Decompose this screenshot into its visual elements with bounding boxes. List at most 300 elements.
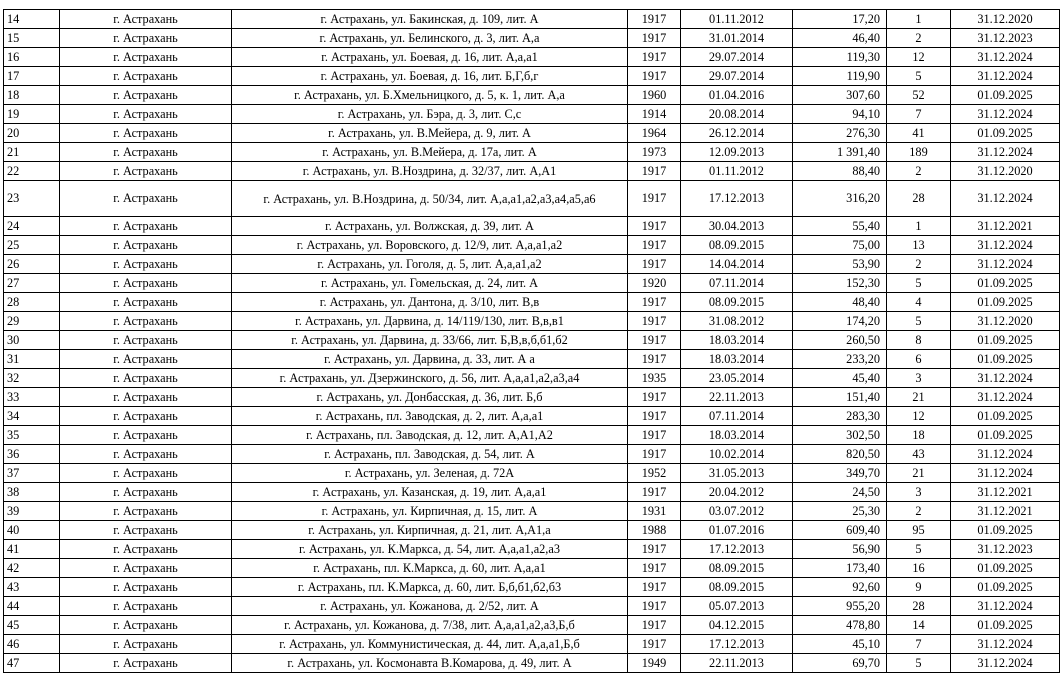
residents-count-cell: 41 [887, 124, 951, 143]
table-row [4, 369, 1060, 388]
area-cell: 233,20 [793, 350, 887, 369]
build-year-cell: 1917 [628, 597, 681, 616]
date-cell: 17.12.2013 [681, 635, 793, 654]
row-number-cell: 44 [4, 597, 60, 616]
address-cell: г. Астрахань, ул. Зеленая, д. 72А [232, 464, 628, 483]
table-row [4, 597, 1060, 616]
build-year-cell: 1917 [628, 483, 681, 502]
area-cell: 119,30 [793, 48, 887, 67]
build-year-cell: 1917 [628, 559, 681, 578]
residents-count-cell: 12 [887, 48, 951, 67]
build-year-cell: 1917 [628, 635, 681, 654]
date-cell: 12.09.2013 [681, 143, 793, 162]
city-cell: г. Астрахань [60, 502, 232, 521]
city-cell: г. Астрахань [60, 274, 232, 293]
deadline-cell: 31.12.2020 [951, 162, 1060, 181]
table-row [4, 350, 1060, 369]
address-cell: г. Астрахань, ул. Боевая, д. 16, лит. А,а,а1 [232, 48, 628, 67]
city-cell: г. Астрахань [60, 105, 232, 124]
area-cell: 151,40 [793, 388, 887, 407]
date-cell: 30.04.2013 [681, 217, 793, 236]
build-year-cell: 1917 [628, 293, 681, 312]
date-cell: 18.03.2014 [681, 331, 793, 350]
table-row [4, 86, 1060, 105]
row-number-cell: 34 [4, 407, 60, 426]
address-cell: г. Астрахань, пл. К.Маркса, д. 60, лит. А,а,а1 [232, 559, 628, 578]
address-cell: г. Астрахань, ул. В.Ноздрина, д. 50/34, лит. А,а,а1,а2,а3,а4,а5,а6 [232, 181, 628, 217]
table-row [4, 143, 1060, 162]
area-cell: 92,60 [793, 578, 887, 597]
build-year-cell: 1964 [628, 124, 681, 143]
deadline-cell: 01.09.2025 [951, 293, 1060, 312]
date-cell: 22.11.2013 [681, 388, 793, 407]
city-cell: г. Астрахань [60, 162, 232, 181]
date-cell: 31.05.2013 [681, 464, 793, 483]
build-year-cell: 1952 [628, 464, 681, 483]
area-cell: 55,40 [793, 217, 887, 236]
date-cell: 08.09.2015 [681, 293, 793, 312]
address-cell: г. Астрахань, ул. Дантона, д. 3/10, лит. В,в [232, 293, 628, 312]
city-cell: г. Астрахань [60, 407, 232, 426]
residents-count-cell: 28 [887, 181, 951, 217]
address-cell: г. Астрахань, ул. Кирпичная, д. 15, лит. А [232, 502, 628, 521]
deadline-cell: 31.12.2021 [951, 217, 1060, 236]
address-cell: г. Астрахань, пл. К.Маркса, д. 60, лит. Б,б,б1,б2,б3 [232, 578, 628, 597]
area-cell: 17,20 [793, 10, 887, 29]
table-row [4, 312, 1060, 331]
city-cell: г. Астрахань [60, 635, 232, 654]
residents-count-cell: 14 [887, 616, 951, 635]
table-row [4, 181, 1060, 217]
address-cell: г. Астрахань, ул. Волжская, д. 39, лит. А [232, 217, 628, 236]
area-cell: 307,60 [793, 86, 887, 105]
row-number-cell: 39 [4, 502, 60, 521]
deadline-cell: 01.09.2025 [951, 274, 1060, 293]
date-cell: 26.12.2014 [681, 124, 793, 143]
row-number-cell: 45 [4, 616, 60, 635]
residents-count-cell: 2 [887, 502, 951, 521]
city-cell: г. Астрахань [60, 464, 232, 483]
row-number-cell: 36 [4, 445, 60, 464]
residents-count-cell: 5 [887, 654, 951, 673]
address-cell: г. Астрахань, ул. Кожанова, д. 2/52, лит. А [232, 597, 628, 616]
date-cell: 18.03.2014 [681, 350, 793, 369]
build-year-cell: 1917 [628, 312, 681, 331]
residents-count-cell: 52 [887, 86, 951, 105]
deadline-cell: 31.12.2024 [951, 255, 1060, 274]
build-year-cell: 1917 [628, 426, 681, 445]
residents-count-cell: 6 [887, 350, 951, 369]
table-row [4, 407, 1060, 426]
date-cell: 14.04.2014 [681, 255, 793, 274]
date-cell: 29.07.2014 [681, 48, 793, 67]
row-number-cell: 29 [4, 312, 60, 331]
area-cell: 48,40 [793, 293, 887, 312]
area-cell: 276,30 [793, 124, 887, 143]
residents-count-cell: 8 [887, 331, 951, 350]
build-year-cell: 1917 [628, 10, 681, 29]
area-cell: 283,30 [793, 407, 887, 426]
area-cell: 45,40 [793, 369, 887, 388]
build-year-cell: 1935 [628, 369, 681, 388]
deadline-cell: 01.09.2025 [951, 350, 1060, 369]
table-row [4, 483, 1060, 502]
area-cell: 45,10 [793, 635, 887, 654]
row-number-cell: 15 [4, 29, 60, 48]
row-number-cell: 22 [4, 162, 60, 181]
build-year-cell: 1917 [628, 445, 681, 464]
address-cell: г. Астрахань, ул. Боевая, д. 16, лит. Б,Г,б,г [232, 67, 628, 86]
residents-count-cell: 5 [887, 312, 951, 331]
row-number-cell: 14 [4, 10, 60, 29]
table-row [4, 124, 1060, 143]
address-cell: г. Астрахань, ул. Донбасская, д. 36, лит. Б,б [232, 388, 628, 407]
table-row [4, 10, 1060, 29]
city-cell: г. Астрахань [60, 29, 232, 48]
deadline-cell: 31.12.2020 [951, 312, 1060, 331]
deadline-cell: 31.12.2024 [951, 143, 1060, 162]
housing-table [3, 9, 1060, 673]
residents-count-cell: 95 [887, 521, 951, 540]
residents-count-cell: 7 [887, 635, 951, 654]
deadline-cell: 31.12.2024 [951, 67, 1060, 86]
date-cell: 01.04.2016 [681, 86, 793, 105]
city-cell: г. Астрахань [60, 86, 232, 105]
residents-count-cell: 4 [887, 293, 951, 312]
date-cell: 07.11.2014 [681, 407, 793, 426]
date-cell: 04.12.2015 [681, 616, 793, 635]
build-year-cell: 1914 [628, 105, 681, 124]
row-number-cell: 46 [4, 635, 60, 654]
area-cell: 820,50 [793, 445, 887, 464]
address-cell: г. Астрахань, ул. Дарвина, д. 33, лит. А а [232, 350, 628, 369]
table-row [4, 255, 1060, 274]
residents-count-cell: 21 [887, 464, 951, 483]
table-row [4, 48, 1060, 67]
address-cell: г. Астрахань, ул. Коммунистическая, д. 44, лит. А,а,а1,Б,б [232, 635, 628, 654]
city-cell: г. Астрахань [60, 654, 232, 673]
deadline-cell: 01.09.2025 [951, 86, 1060, 105]
row-number-cell: 17 [4, 67, 60, 86]
deadline-cell: 31.12.2021 [951, 483, 1060, 502]
residents-count-cell: 43 [887, 445, 951, 464]
address-cell: г. Астрахань, ул. Гоголя, д. 5, лит. А,а,а1,а2 [232, 255, 628, 274]
row-number-cell: 27 [4, 274, 60, 293]
city-cell: г. Астрахань [60, 350, 232, 369]
residents-count-cell: 1 [887, 217, 951, 236]
address-cell: г. Астрахань, ул. Казанская, д. 19, лит. А,а,а1 [232, 483, 628, 502]
date-cell: 31.08.2012 [681, 312, 793, 331]
residents-count-cell: 2 [887, 255, 951, 274]
city-cell: г. Астрахань [60, 597, 232, 616]
area-cell: 349,70 [793, 464, 887, 483]
area-cell: 174,20 [793, 312, 887, 331]
area-cell: 609,40 [793, 521, 887, 540]
address-cell: г. Астрахань, пл. Заводская, д. 2, лит. А,а,а1 [232, 407, 628, 426]
area-cell: 478,80 [793, 616, 887, 635]
city-cell: г. Астрахань [60, 426, 232, 445]
date-cell: 01.07.2016 [681, 521, 793, 540]
table-row [4, 29, 1060, 48]
build-year-cell: 1917 [628, 236, 681, 255]
date-cell: 08.09.2015 [681, 578, 793, 597]
date-cell: 10.02.2014 [681, 445, 793, 464]
area-cell: 152,30 [793, 274, 887, 293]
table-row [4, 502, 1060, 521]
build-year-cell: 1917 [628, 388, 681, 407]
build-year-cell: 1917 [628, 350, 681, 369]
table-row [4, 236, 1060, 255]
address-cell: г. Астрахань, ул. В.Мейера, д. 9, лит. А [232, 124, 628, 143]
row-number-cell: 47 [4, 654, 60, 673]
table-row [4, 635, 1060, 654]
residents-count-cell: 3 [887, 369, 951, 388]
deadline-cell: 01.09.2025 [951, 521, 1060, 540]
deadline-cell: 31.12.2024 [951, 369, 1060, 388]
date-cell: 07.11.2014 [681, 274, 793, 293]
city-cell: г. Астрахань [60, 181, 232, 217]
residents-count-cell: 2 [887, 162, 951, 181]
build-year-cell: 1917 [628, 578, 681, 597]
residents-count-cell: 28 [887, 597, 951, 616]
table-body [4, 10, 1060, 673]
build-year-cell: 1917 [628, 217, 681, 236]
city-cell: г. Астрахань [60, 616, 232, 635]
date-cell: 20.04.2012 [681, 483, 793, 502]
build-year-cell: 1917 [628, 540, 681, 559]
city-cell: г. Астрахань [60, 67, 232, 86]
deadline-cell: 31.12.2020 [951, 10, 1060, 29]
city-cell: г. Астрахань [60, 10, 232, 29]
row-number-cell: 42 [4, 559, 60, 578]
address-cell: г. Астрахань, ул. В.Ноздрина, д. 32/37, лит. А,А1 [232, 162, 628, 181]
city-cell: г. Астрахань [60, 521, 232, 540]
city-cell: г. Астрахань [60, 483, 232, 502]
area-cell: 1 391,40 [793, 143, 887, 162]
row-number-cell: 35 [4, 426, 60, 445]
city-cell: г. Астрахань [60, 388, 232, 407]
row-number-cell: 28 [4, 293, 60, 312]
row-number-cell: 19 [4, 105, 60, 124]
build-year-cell: 1917 [628, 48, 681, 67]
deadline-cell: 31.12.2024 [951, 388, 1060, 407]
area-cell: 69,70 [793, 654, 887, 673]
date-cell: 29.07.2014 [681, 67, 793, 86]
deadline-cell: 31.12.2024 [951, 181, 1060, 217]
build-year-cell: 1917 [628, 67, 681, 86]
row-number-cell: 21 [4, 143, 60, 162]
deadline-cell: 01.09.2025 [951, 578, 1060, 597]
date-cell: 01.11.2012 [681, 162, 793, 181]
deadline-cell: 31.12.2024 [951, 464, 1060, 483]
area-cell: 302,50 [793, 426, 887, 445]
deadline-cell: 01.09.2025 [951, 331, 1060, 350]
table-row [4, 217, 1060, 236]
deadline-cell: 31.12.2024 [951, 48, 1060, 67]
table-row [4, 293, 1060, 312]
address-cell: г. Астрахань, пл. Заводская, д. 12, лит. А,А1,А2 [232, 426, 628, 445]
residents-count-cell: 18 [887, 426, 951, 445]
city-cell: г. Астрахань [60, 331, 232, 350]
city-cell: г. Астрахань [60, 293, 232, 312]
address-cell: г. Астрахань, ул. Бакинская, д. 109, лит. А [232, 10, 628, 29]
date-cell: 22.11.2013 [681, 654, 793, 673]
build-year-cell: 1973 [628, 143, 681, 162]
residents-count-cell: 12 [887, 407, 951, 426]
city-cell: г. Астрахань [60, 312, 232, 331]
date-cell: 17.12.2013 [681, 540, 793, 559]
address-cell: г. Астрахань, ул. В.Мейера, д. 17а, лит. А [232, 143, 628, 162]
deadline-cell: 01.09.2025 [951, 616, 1060, 635]
build-year-cell: 1917 [628, 162, 681, 181]
table-row [4, 559, 1060, 578]
build-year-cell: 1917 [628, 331, 681, 350]
area-cell: 316,20 [793, 181, 887, 217]
area-cell: 119,90 [793, 67, 887, 86]
date-cell: 23.05.2014 [681, 369, 793, 388]
deadline-cell: 31.12.2024 [951, 635, 1060, 654]
residents-count-cell: 2 [887, 29, 951, 48]
area-cell: 955,20 [793, 597, 887, 616]
build-year-cell: 1917 [628, 616, 681, 635]
area-cell: 260,50 [793, 331, 887, 350]
deadline-cell: 31.12.2023 [951, 540, 1060, 559]
address-cell: г. Астрахань, пл. Заводская, д. 54, лит. А [232, 445, 628, 464]
city-cell: г. Астрахань [60, 255, 232, 274]
residents-count-cell: 16 [887, 559, 951, 578]
city-cell: г. Астрахань [60, 559, 232, 578]
build-year-cell: 1931 [628, 502, 681, 521]
date-cell: 08.09.2015 [681, 559, 793, 578]
city-cell: г. Астрахань [60, 217, 232, 236]
row-number-cell: 40 [4, 521, 60, 540]
city-cell: г. Астрахань [60, 445, 232, 464]
table-row [4, 162, 1060, 181]
address-cell: г. Астрахань, ул. Дзержинского, д. 56, лит. А,а,а1,а2,а3,а4 [232, 369, 628, 388]
date-cell: 01.11.2012 [681, 10, 793, 29]
table-row [4, 388, 1060, 407]
residents-count-cell: 5 [887, 274, 951, 293]
residents-count-cell: 13 [887, 236, 951, 255]
table-row [4, 331, 1060, 350]
deadline-cell: 31.12.2024 [951, 105, 1060, 124]
address-cell: г. Астрахань, ул. Кирпичная, д. 21, лит. А,А1,а [232, 521, 628, 540]
date-cell: 03.07.2012 [681, 502, 793, 521]
build-year-cell: 1949 [628, 654, 681, 673]
build-year-cell: 1917 [628, 407, 681, 426]
residents-count-cell: 9 [887, 578, 951, 597]
date-cell: 08.09.2015 [681, 236, 793, 255]
row-number-cell: 30 [4, 331, 60, 350]
row-number-cell: 23 [4, 181, 60, 217]
address-cell: г. Астрахань, ул. К.Маркса, д. 54, лит. А,а,а1,а2,а3 [232, 540, 628, 559]
residents-count-cell: 189 [887, 143, 951, 162]
table-row [4, 654, 1060, 673]
address-cell: г. Астрахань, ул. Кожанова, д. 7/38, лит. А,а,а1,а2,а3,Б,б [232, 616, 628, 635]
residents-count-cell: 21 [887, 388, 951, 407]
address-cell: г. Астрахань, ул. Белинского, д. 3, лит. А,а [232, 29, 628, 48]
build-year-cell: 1917 [628, 255, 681, 274]
address-cell: г. Астрахань, ул. Космонавта В.Комарова, д. 49, лит. А [232, 654, 628, 673]
table-row [4, 464, 1060, 483]
row-number-cell: 24 [4, 217, 60, 236]
table-row [4, 616, 1060, 635]
residents-count-cell: 7 [887, 105, 951, 124]
deadline-cell: 01.09.2025 [951, 407, 1060, 426]
row-number-cell: 38 [4, 483, 60, 502]
row-number-cell: 26 [4, 255, 60, 274]
area-cell: 94,10 [793, 105, 887, 124]
row-number-cell: 31 [4, 350, 60, 369]
address-cell: г. Астрахань, ул. Дарвина, д. 33/66, лит. Б,В,в,б,б1,б2 [232, 331, 628, 350]
city-cell: г. Астрахань [60, 48, 232, 67]
build-year-cell: 1917 [628, 29, 681, 48]
area-cell: 53,90 [793, 255, 887, 274]
address-cell: г. Астрахань, ул. Воровского, д. 12/9, лит. А,а,а1,а2 [232, 236, 628, 255]
date-cell: 31.01.2014 [681, 29, 793, 48]
deadline-cell: 31.12.2024 [951, 597, 1060, 616]
city-cell: г. Астрахань [60, 578, 232, 597]
row-number-cell: 33 [4, 388, 60, 407]
deadline-cell: 31.12.2021 [951, 502, 1060, 521]
city-cell: г. Астрахань [60, 369, 232, 388]
row-number-cell: 20 [4, 124, 60, 143]
area-cell: 25,30 [793, 502, 887, 521]
row-number-cell: 43 [4, 578, 60, 597]
table-row [4, 521, 1060, 540]
table-row [4, 105, 1060, 124]
city-cell: г. Астрахань [60, 124, 232, 143]
address-cell: г. Астрахань, ул. Б.Хмельницкого, д. 5, к. 1, лит. А,а [232, 86, 628, 105]
city-cell: г. Астрахань [60, 236, 232, 255]
date-cell: 17.12.2013 [681, 181, 793, 217]
deadline-cell: 31.12.2024 [951, 654, 1060, 673]
row-number-cell: 41 [4, 540, 60, 559]
date-cell: 05.07.2013 [681, 597, 793, 616]
build-year-cell: 1960 [628, 86, 681, 105]
build-year-cell: 1917 [628, 181, 681, 217]
row-number-cell: 32 [4, 369, 60, 388]
city-cell: г. Астрахань [60, 143, 232, 162]
residents-count-cell: 3 [887, 483, 951, 502]
address-cell: г. Астрахань, ул. Гомельская, д. 24, лит. А [232, 274, 628, 293]
build-year-cell: 1920 [628, 274, 681, 293]
residents-count-cell: 5 [887, 540, 951, 559]
deadline-cell: 01.09.2025 [951, 559, 1060, 578]
row-number-cell: 25 [4, 236, 60, 255]
table-row [4, 540, 1060, 559]
city-cell: г. Астрахань [60, 540, 232, 559]
build-year-cell: 1988 [628, 521, 681, 540]
date-cell: 20.08.2014 [681, 105, 793, 124]
row-number-cell: 16 [4, 48, 60, 67]
address-cell: г. Астрахань, ул. Бэра, д. 3, лит. С,с [232, 105, 628, 124]
table-row [4, 274, 1060, 293]
area-cell: 24,50 [793, 483, 887, 502]
area-cell: 56,90 [793, 540, 887, 559]
deadline-cell: 31.12.2024 [951, 236, 1060, 255]
area-cell: 75,00 [793, 236, 887, 255]
row-number-cell: 18 [4, 86, 60, 105]
row-number-cell: 37 [4, 464, 60, 483]
date-cell: 18.03.2014 [681, 426, 793, 445]
residents-count-cell: 5 [887, 67, 951, 86]
deadline-cell: 01.09.2025 [951, 426, 1060, 445]
area-cell: 46,40 [793, 29, 887, 48]
table-row [4, 67, 1060, 86]
area-cell: 173,40 [793, 559, 887, 578]
residents-count-cell: 1 [887, 10, 951, 29]
